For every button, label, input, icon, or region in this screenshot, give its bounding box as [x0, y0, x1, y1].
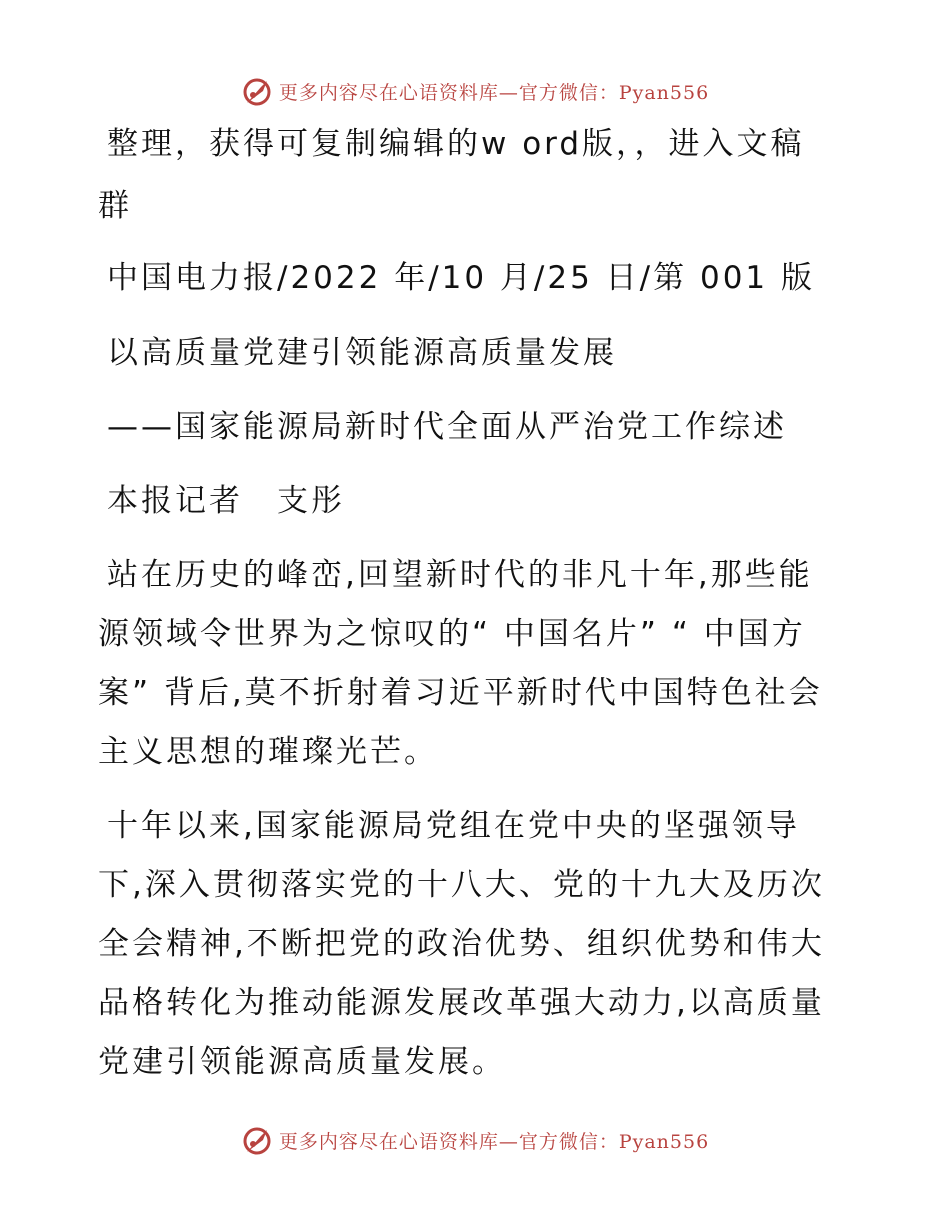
- article-subtitle: ——国家能源局新时代全面从严治党工作综述: [107, 409, 787, 445]
- paragraph2-line-3: 全会精神,不断把党的政治优势、组织优势和伟大: [98, 926, 825, 962]
- paragraph1-line-2: 源领域令世界为之惊叹的“ 中国名片” “ 中国方: [98, 616, 806, 652]
- footer-banner: [0, 1120, 950, 1160]
- byline: 本报记者 支彤: [107, 483, 345, 519]
- source-line: 中国电力报/2022 年/10 月/25 日/第 001 版: [107, 260, 816, 296]
- paragraph2-line-4: 品格转化为推动能源发展改革强大动力,以高质量: [98, 985, 825, 1021]
- paragraph1-line-1: 站在历史的峰峦,回望新时代的非凡十年,那些能: [107, 557, 813, 593]
- footer-banner-text[interactable]: 更多内容尽在心语资料库—官方微信：Pyan556: [278, 1130, 710, 1153]
- paragraph1-line-4: 主义思想的璀璨光芒。: [98, 734, 438, 770]
- intro-line-1: 整理，获得可复制编辑的w ord版，，进入文稿: [107, 126, 805, 162]
- header-banner: [0, 71, 950, 111]
- paragraph1-line-3: 案” 背后,莫不折射着习近平新时代中国特色社会: [98, 675, 823, 711]
- paragraph2-line-5: 党建引领能源高质量发展。: [98, 1044, 506, 1080]
- quill-logo-icon: [241, 1124, 273, 1156]
- header-banner-text[interactable]: 更多内容尽在心语资料库—官方微信：Pyan556: [278, 81, 710, 104]
- paragraph2-line-1: 十年以来,国家能源局党组在党中央的坚强领导: [107, 808, 800, 844]
- quill-logo-icon: [241, 75, 273, 107]
- intro-line-2: 群: [98, 188, 132, 224]
- article-title: 以高质量党建引领能源高质量发展: [107, 335, 617, 371]
- paragraph2-line-2: 下,深入贯彻落实党的十八大、党的十九大及历次: [98, 867, 825, 903]
